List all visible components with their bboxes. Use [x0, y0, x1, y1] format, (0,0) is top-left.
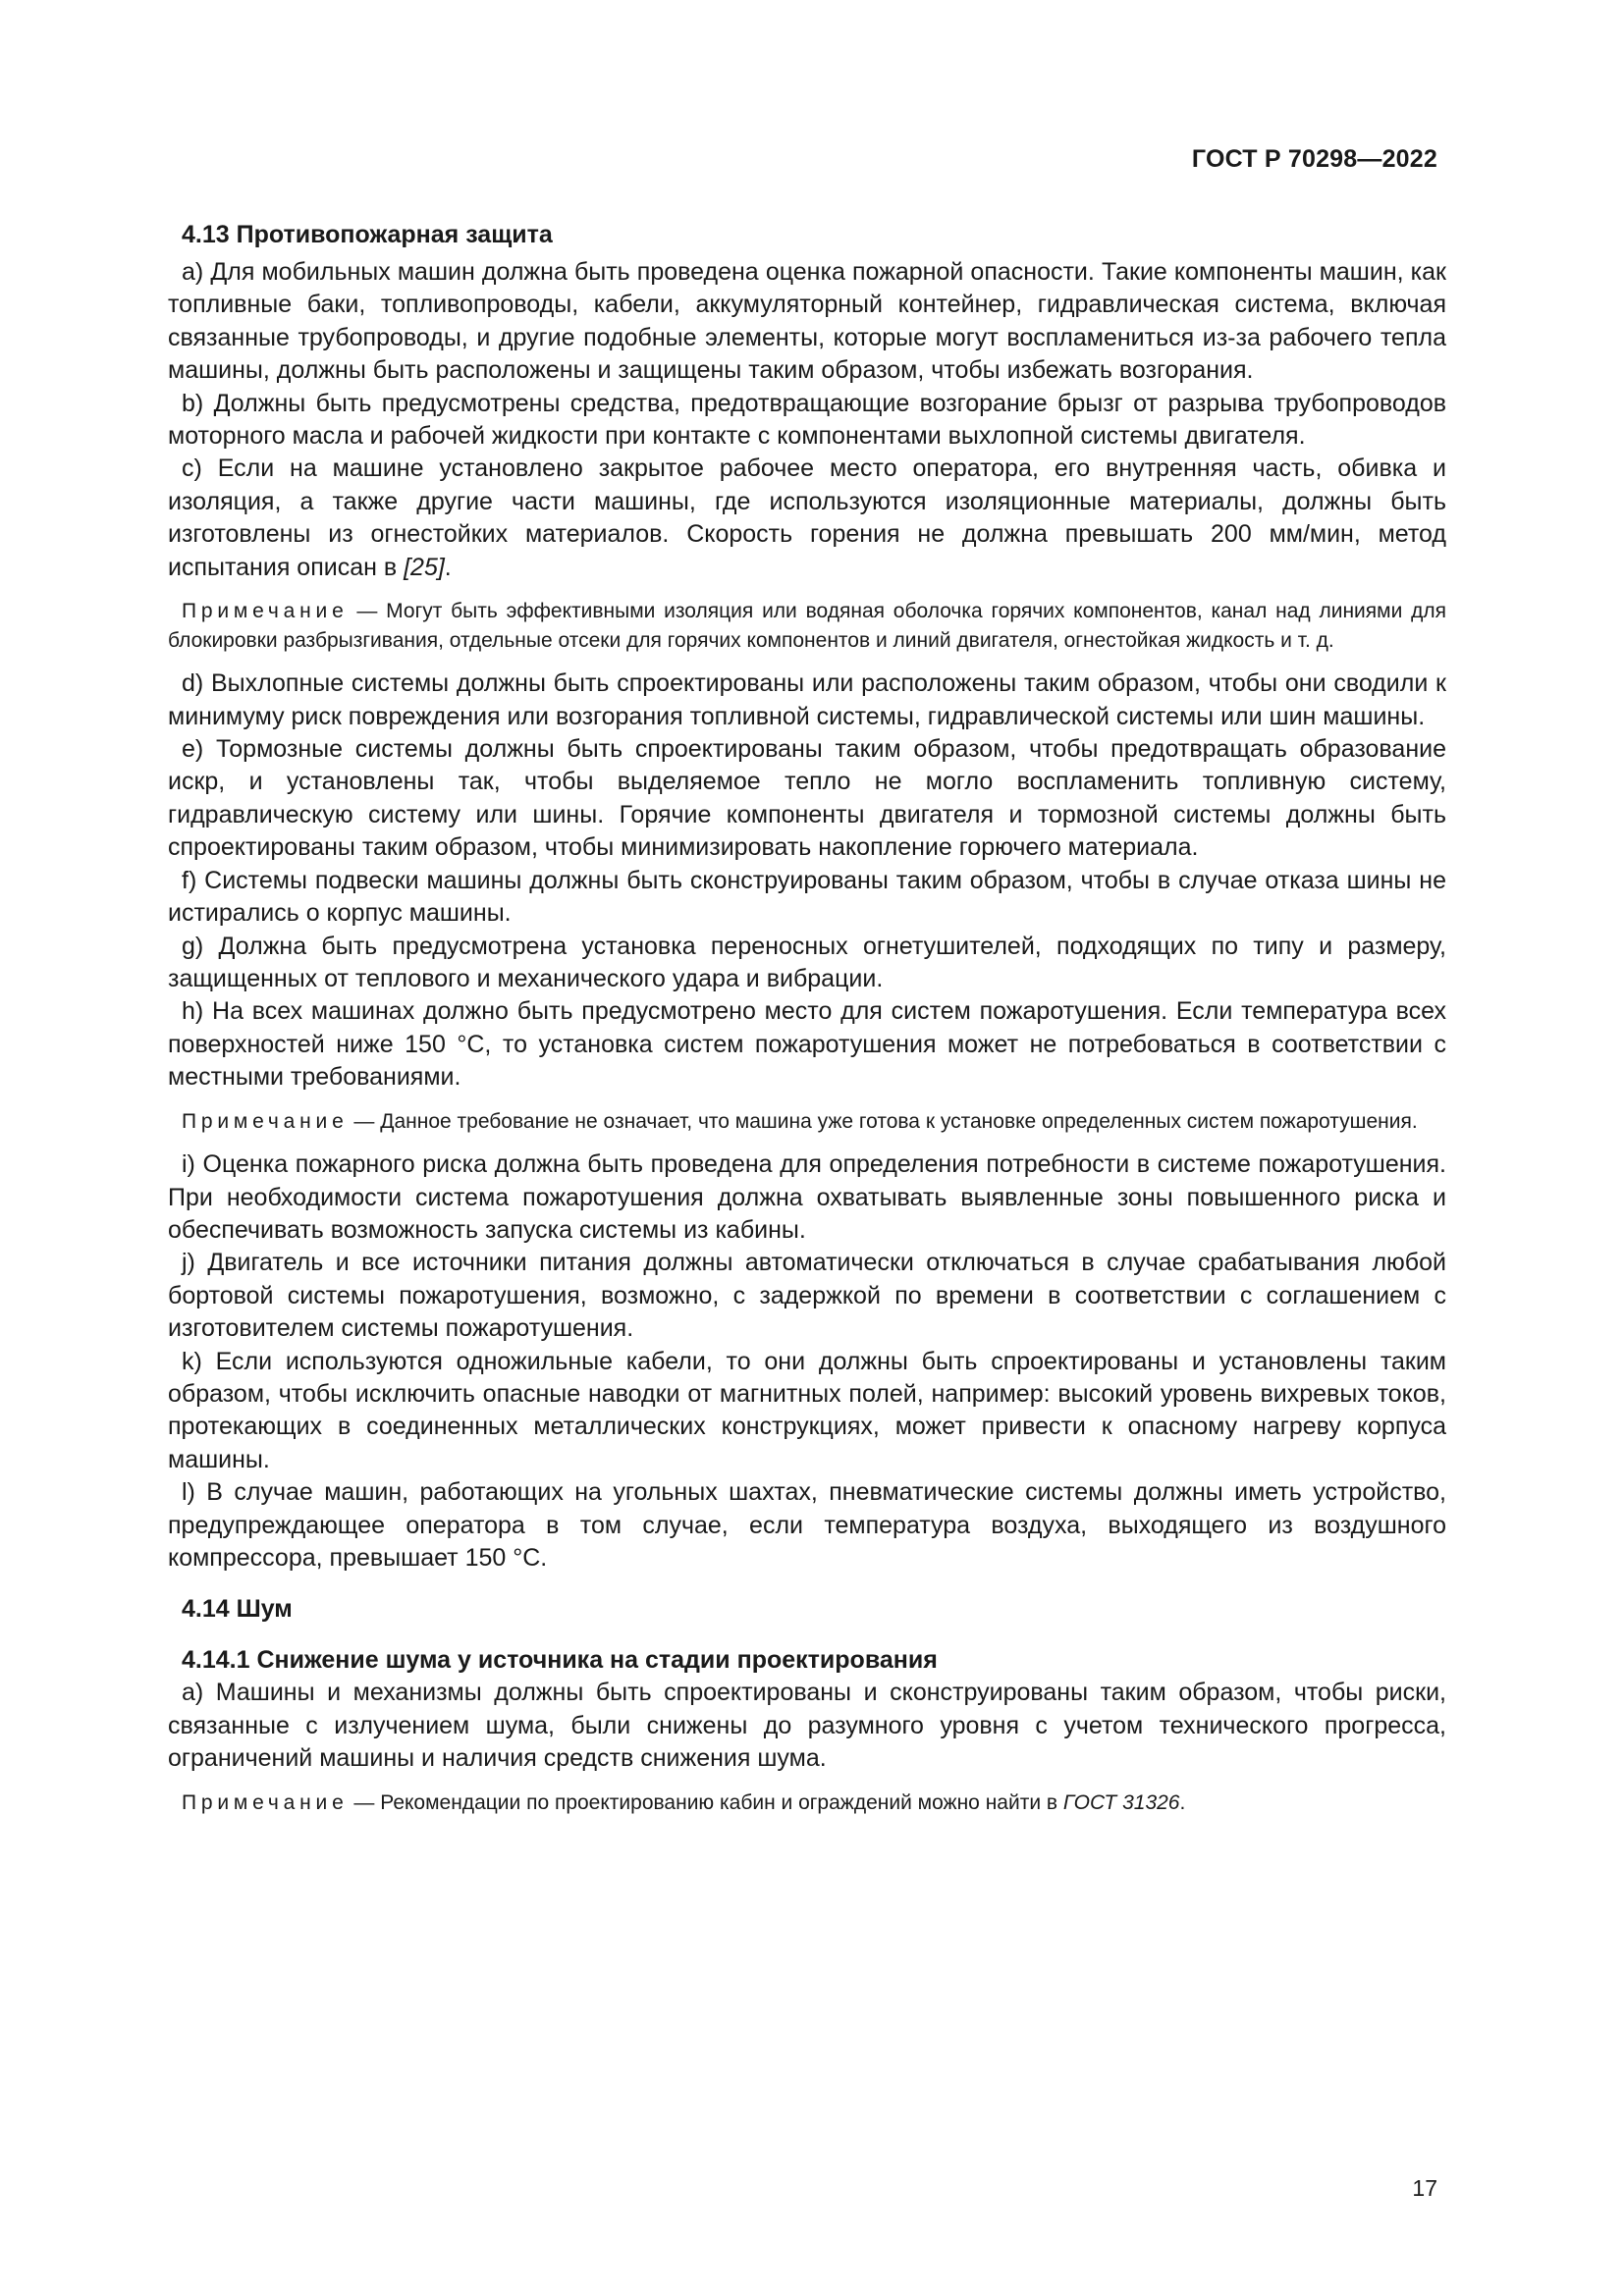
section-heading-4-13: 4.13 Противопожарная защита	[182, 221, 553, 248]
note-label: Примечание	[182, 1109, 349, 1133]
paragraph-4-13-c-end: .	[444, 553, 452, 581]
paragraph-4-13-a: a) Для мобильных машин должна быть проведена оценка пожарной опасности. Такие компоненты машин, как топливные баки, топливопроводы, кабели, аккумуляторный контейнер, гидравлическая система, включая связанные трубопроводы, и другие подобные элементы, которые могут воспламениться из-за рабочего тепла машины, должны быть расположены и защищены таким образом, чтобы избежать возгорания.	[168, 258, 1446, 385]
note-label: Примечание	[182, 600, 349, 623]
note-4-14-1	[168, 1789, 1446, 1818]
subsection-heading-4-14-1: 4.14.1 Снижение шума у источника на стадии проектирования	[182, 1646, 938, 1675]
paragraph-4-13-f: f) Системы подвески машины должны быть сконструированы таким образом, чтобы в случае отказа шины не истирались о корпус машины.	[168, 866, 1446, 928]
note-4-13-c	[168, 597, 1446, 655]
document-code: ГОСТ Р 70298—2022	[1191, 145, 1437, 173]
paragraph-4-13-b: b) Должны быть предусмотрены средства, предотвращающие возгорание брызг от разрыва трубопроводов моторного масла и рабочей жидкости при контакте с компонентами выхлопной системы двигателя.	[168, 389, 1446, 451]
paragraph-4-13-g: g) Должна быть предусмотрена установка переносных огнетушителей, подходящих по типу и размеру, защищенных от теплового и механического удара и вибрации.	[168, 932, 1446, 992]
paragraph-4-13-c-text: c) Если на машине установлено закрытое рабочее место оператора, его внутренняя часть, обивка и изоляция, а также другие части машины, где используются изоляционные материалы, должны быть изготовлены из огнестойких материалов. Скорость горения не должна превышать 200 мм/мин, метод испытания описан в	[168, 454, 1446, 581]
paragraph-4-13-c	[168, 453, 1446, 584]
note-end: .	[1179, 1790, 1186, 1814]
reference-gost-31326: ГОСТ 31326	[1062, 1790, 1180, 1814]
note-4-13-h	[168, 1107, 1446, 1137]
paragraph-4-13-k: k) Если используются одножильные кабели, то они должны быть спроектированы и установлены таким образом, чтобы исключить опасные наводки от магнитных полей, например: высокий уровень вихревых токов, протекающих в соединенных металлических конструкциях, может привести к опасному нагреву корпуса машины.	[168, 1347, 1446, 1473]
paragraph-4-13-d: d) Выхлопные системы должны быть спроектированы или расположены таким образом, чтобы они сводили к минимуму риск повреждения или возгорания топливной системы, гидравлической системы или шин машины.	[168, 669, 1446, 730]
page-number: 17	[1412, 2175, 1437, 2201]
paragraph-4-14-1-a: a) Машины и механизмы должны быть спроектированы и сконструированы таким образом, чтобы риски, связанные с излучением шума, были снижены до разумного уровня с учетом технического прогресса, ограничений машины и наличия средств снижения шума.	[168, 1679, 1446, 1773]
page-content	[168, 218, 1446, 1817]
note-text: — Могут быть эффективными изоляция или водяная оболочка горячих компонентов, канал над линиями для блокировки разбрызгивания, отдельные отсеки для горячих компонентов и линий двигателя, огнестойкая жидкость и т. д.	[168, 600, 1446, 652]
note-text: — Данное требование не означает, что машина уже готова к установке определенных систем пожаротушения.	[348, 1109, 1418, 1133]
section-heading-4-14: 4.14 Шум	[182, 1595, 293, 1624]
reference-25: [25]	[404, 553, 445, 581]
paragraph-4-13-h: h) На всех машинах должно быть предусмотрено место для систем пожаротушения. Если температура всех поверхностей ниже 150 °С, то установка систем пожаротушения может не потребоваться в соответствии с местными требованиями.	[168, 997, 1446, 1092]
paragraph-4-13-j: j) Двигатель и все источники питания должны автоматически отключаться в случае срабатывания любой бортовой системы пожаротушения, возможно, с задержкой по времени в соответствии с соглашением с изготовителем системы пожаротушения.	[168, 1249, 1446, 1343]
paragraph-4-13-l: l) В случае машин, работающих на угольных шахтах, пневматические системы должны иметь устройство, предупреждающее оператора в том случае, если температура воздуха, выходящего из воздушного компрессора, превышает 150 °С.	[168, 1478, 1446, 1572]
note-label: Примечание	[182, 1790, 349, 1814]
paragraph-4-13-e: e) Тормозные системы должны быть спроектированы таким образом, чтобы предотвращать образование искр, и установлены так, чтобы выделяемое тепло не могло воспламенить топливную систему, гидравлическую систему или шины. Горячие компоненты двигателя и тормозной системы должны быть спроектированы таким образом, чтобы минимизировать накопление горючего материала.	[168, 735, 1446, 862]
paragraph-4-13-i: i) Оценка пожарного риска должна быть проведена для определения потребности в системе пожаротушения. При необходимости система пожаротушения должна охватывать выявленные зоны повышенного риска и обеспечивать возможность запуска системы из кабины.	[168, 1150, 1446, 1244]
note-text: — Рекомендации по проектированию кабин и ограждений можно найти в	[348, 1790, 1063, 1814]
